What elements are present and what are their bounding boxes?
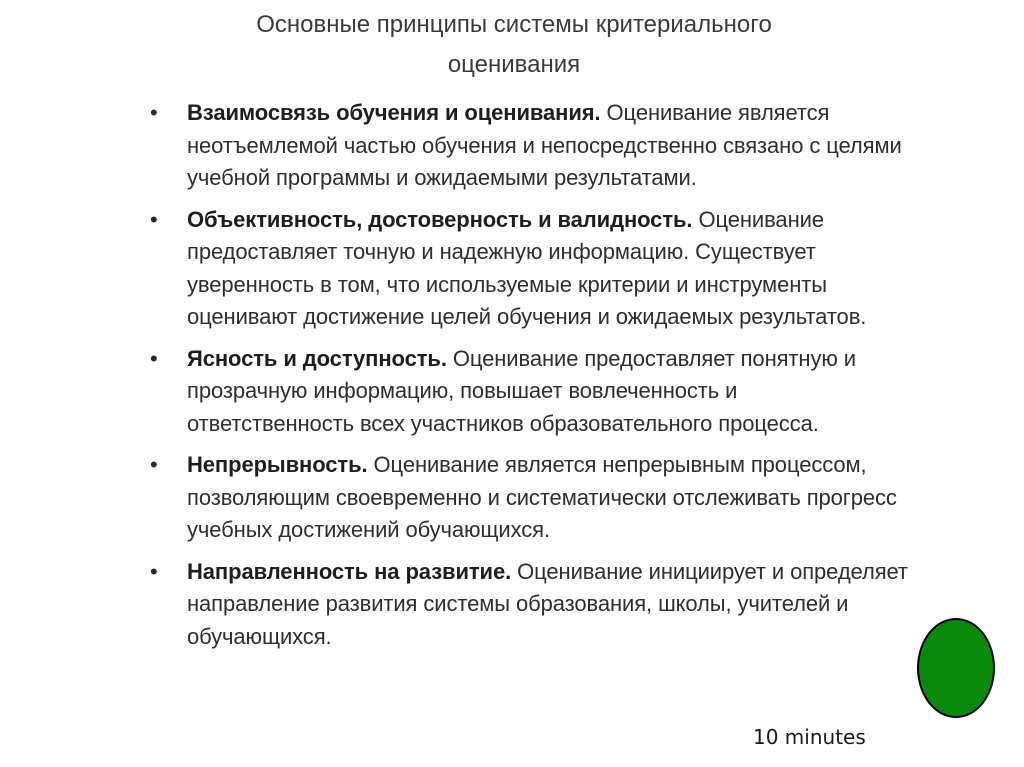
list-item: [148, 204, 908, 334]
bullet-icon: •: [150, 100, 158, 125]
bullet-icon: •: [150, 345, 158, 371]
principle-term: Непрерывность.: [187, 452, 374, 477]
bullet-icon: •: [150, 206, 158, 232]
green-circle-indicator: [917, 618, 995, 718]
bullet-icon: •: [150, 558, 158, 584]
principles-list: [148, 97, 908, 662]
principle-term: Направленность на развитие.: [187, 558, 518, 584]
principle-term: Взаимосвязь обучения и оценивания.: [187, 100, 607, 125]
timer-label: 10 minutes: [753, 725, 866, 749]
list-item: [148, 449, 908, 547]
slide-title: [150, 5, 878, 85]
principle-description: Оценивание является неотъемлемой частью обучения и непосредственно связано с целями учебной программы и ожидаемыми результатами.: [187, 100, 902, 190]
slide-title-line-2: оценивания: [447, 51, 581, 78]
list-item: [148, 97, 908, 195]
principle-term: Ясность и доступность.: [187, 345, 453, 371]
bullet-icon: •: [150, 452, 158, 477]
slide-title-line-1: Основные принципы системы критериального: [256, 11, 772, 38]
principle-description: Оценивание предоставляет понятную и прозрачную информацию, повышает вовлеченность и ответственность всех участников образовательного процесса.: [187, 345, 856, 436]
principle-description: Оценивание является непрерывным процессом, позволяющим своевременно и систематически отслеживать прогресс учебных достижений обучающихся.: [187, 452, 897, 542]
list-item: [148, 556, 908, 654]
list-item: [148, 343, 908, 441]
principle-term: Объективность, достоверность и валидность.: [187, 206, 699, 232]
principle-description: Оценивание инициирует и определяет направление развития системы образования, школы, учителей и обучающихся.: [187, 558, 908, 649]
principle-description: Оценивание предоставляет точную и надежную информацию. Существует уверенность в том, что используемые критерии и инструменты оценивают достижение целей обучения и ожидаемых результатов.: [187, 206, 867, 329]
